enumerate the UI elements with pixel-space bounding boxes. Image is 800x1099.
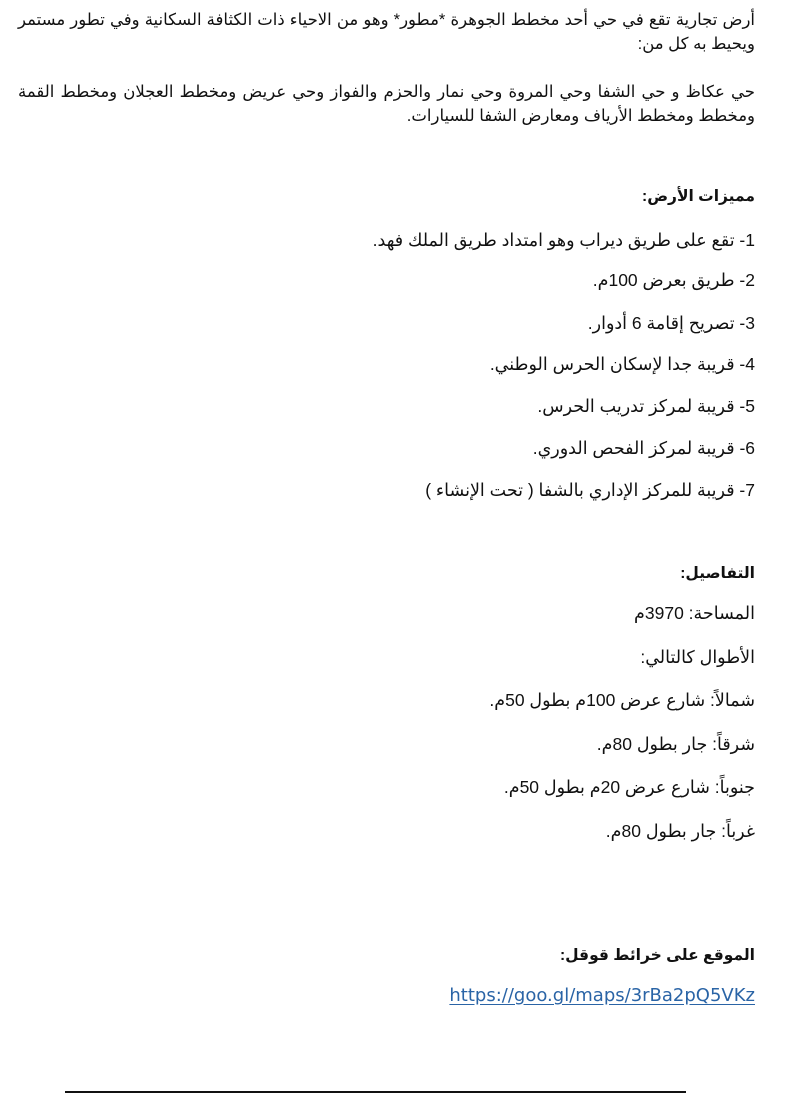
area-value: المساحة: 3970م [634, 603, 755, 623]
feature-item: 5- قريبة لمركز تدريب الحرس. [537, 396, 755, 416]
google-maps-link[interactable]: https://goo.gl/maps/3rBa2pQ5VKz [449, 985, 755, 1006]
feature-item: 4- قريبة جدا لإسكان الحرس الوطني. [489, 354, 755, 374]
side-north: شمالاً: شارع عرض 100م بطول 50م. [489, 690, 755, 710]
feature-item: 1- تقع على طريق ديراب وهو امتداد طريق الملك فهد. [372, 230, 755, 250]
feature-item: 6- قريبة لمركز الفحص الدوري. [532, 438, 755, 458]
side-south: جنوباً: شارع عرض 20م بطول 50م. [503, 777, 755, 797]
intro-paragraph: أرض تجارية تقع في حي أحد مخطط الجوهرة *مطور* وهو من الاحياء ذات الكثافة السكانية وفي تطور مستمر ويحيط به كل من: [18, 11, 755, 53]
feature-item: 3- تصريح إقامة 6 أدوار. [587, 313, 755, 333]
side-west: غرباً: جار بطول 80م. [605, 821, 755, 841]
features-heading: مميزات الأرض: [642, 188, 755, 205]
footer-divider [65, 1091, 686, 1093]
details-heading: التفاصيل: [680, 565, 755, 582]
feature-item: 2- طريق بعرض 100م. [592, 270, 755, 290]
lengths-label: الأطوال كالتالي: [640, 647, 755, 667]
location-heading: الموقع على خرائط قوقل: [559, 947, 755, 964]
surroundings-paragraph: حي عكاظ و حي الشفا وحي المروة وحي نمار والحزم والفواز وحي عريض ومخطط العجلان ومخطط القمة ومخطط ومخطط الأرياف ومعارض الشفا للسيارات. [18, 83, 755, 125]
feature-item: 7- قريبة للمركز الإداري بالشفا ( تحت الإنشاء ) [425, 480, 755, 500]
side-east: شرقاً: جار بطول 80م. [596, 734, 755, 754]
